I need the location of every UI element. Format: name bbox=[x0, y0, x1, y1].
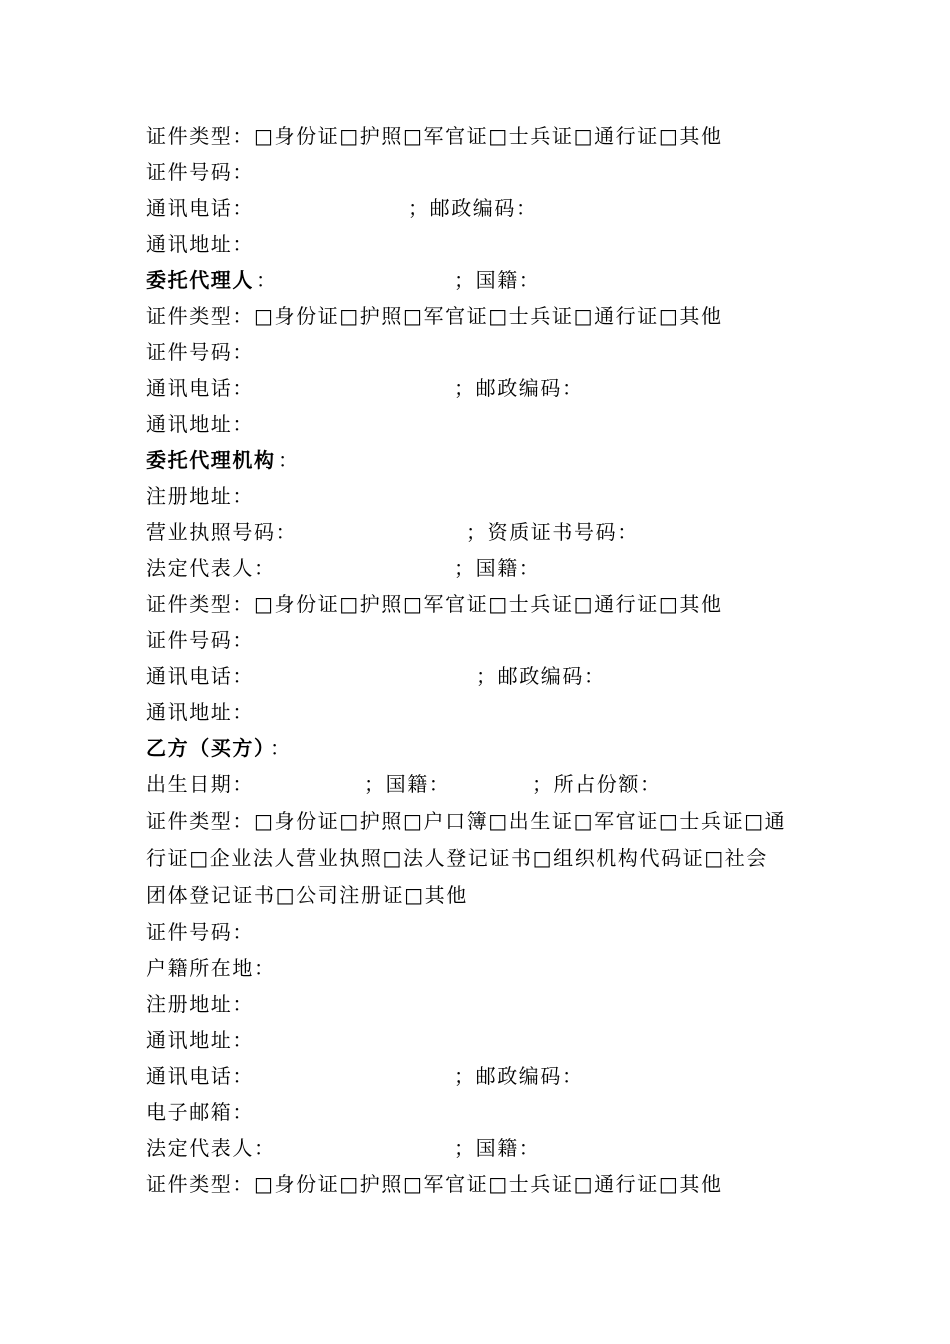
agent-nationality: ；国籍： bbox=[454, 268, 541, 292]
agency-qualification-number: ；资质证书号码： bbox=[466, 520, 639, 544]
agency-phone: 通讯电话： bbox=[146, 664, 254, 688]
agency-address: 通讯地址： bbox=[146, 700, 254, 724]
party-b-legal-rep: 法定代表人： bbox=[146, 1136, 276, 1160]
party-b-rep-nationality: ；国籍： bbox=[454, 1136, 541, 1160]
party-b-share: ；所占份额： bbox=[532, 772, 662, 796]
party-b-id-type-3: 团体登记证书□公司注册证□其他 bbox=[146, 883, 468, 907]
party-a-phone: 通讯电话： bbox=[146, 196, 254, 220]
party-b-address: 通讯地址： bbox=[146, 1028, 254, 1052]
agent-id-type: 证件类型：□身份证□护照□军官证□士兵证□通行证□其他 bbox=[146, 304, 723, 328]
party-b-id-type-2: 行证□企业法人营业执照□法人登记证书□组织机构代码证□社会 bbox=[146, 846, 768, 870]
agent-id-number: 证件号码： bbox=[146, 340, 254, 364]
agency-postcode: ；邮政编码： bbox=[476, 664, 606, 688]
agency-id-type: 证件类型：□身份证□护照□军官证□士兵证□通行证□其他 bbox=[146, 592, 723, 616]
agency-id-number: 证件号码： bbox=[146, 628, 254, 652]
party-a-address: 通讯地址： bbox=[146, 232, 254, 256]
party-b-phone: 通讯电话： bbox=[146, 1064, 254, 1088]
party-b-birth-date: 出生日期： bbox=[146, 772, 254, 796]
agency-registered-address: 注册地址： bbox=[146, 484, 254, 508]
agency-legal-rep: 法定代表人： bbox=[146, 556, 276, 580]
agent-postcode: ；邮政编码： bbox=[454, 376, 584, 400]
party-b-postcode: ；邮政编码： bbox=[454, 1064, 584, 1088]
party-b-registered-address: 注册地址： bbox=[146, 992, 254, 1016]
agency-heading: 委托代理机构 bbox=[146, 448, 276, 472]
party-b-id-number: 证件号码： bbox=[146, 920, 254, 944]
party-a-id-type: 证件类型：□身份证□护照□军官证□士兵证□通行证□其他 bbox=[146, 124, 723, 148]
agency-heading-colon: ： bbox=[278, 448, 300, 472]
party-b-household-location: 户籍所在地： bbox=[146, 956, 276, 980]
party-a-postcode: ；邮政编码： bbox=[408, 196, 538, 220]
agent-heading: 委托代理人 bbox=[146, 268, 254, 292]
party-b-heading: 乙方（买方） bbox=[146, 736, 276, 760]
party-b-rep-id-type: 证件类型：□身份证□护照□军官证□士兵证□通行证□其他 bbox=[146, 1172, 723, 1196]
agent-phone: 通讯电话： bbox=[146, 376, 254, 400]
party-b-id-type-1: 证件类型：□身份证□护照□户口簿□出生证□军官证□士兵证□通 bbox=[146, 809, 787, 833]
agent-address: 通讯地址： bbox=[146, 412, 254, 436]
party-b-email: 电子邮箱： bbox=[146, 1100, 254, 1124]
agency-license-number: 营业执照号码： bbox=[146, 520, 298, 544]
party-b-heading-colon: ： bbox=[270, 736, 292, 760]
party-a-id-number: 证件号码： bbox=[146, 160, 254, 184]
agent-heading-colon: ： bbox=[256, 268, 278, 292]
party-b-nationality: ；国籍： bbox=[364, 772, 451, 796]
agency-nationality: ；国籍： bbox=[454, 556, 541, 580]
